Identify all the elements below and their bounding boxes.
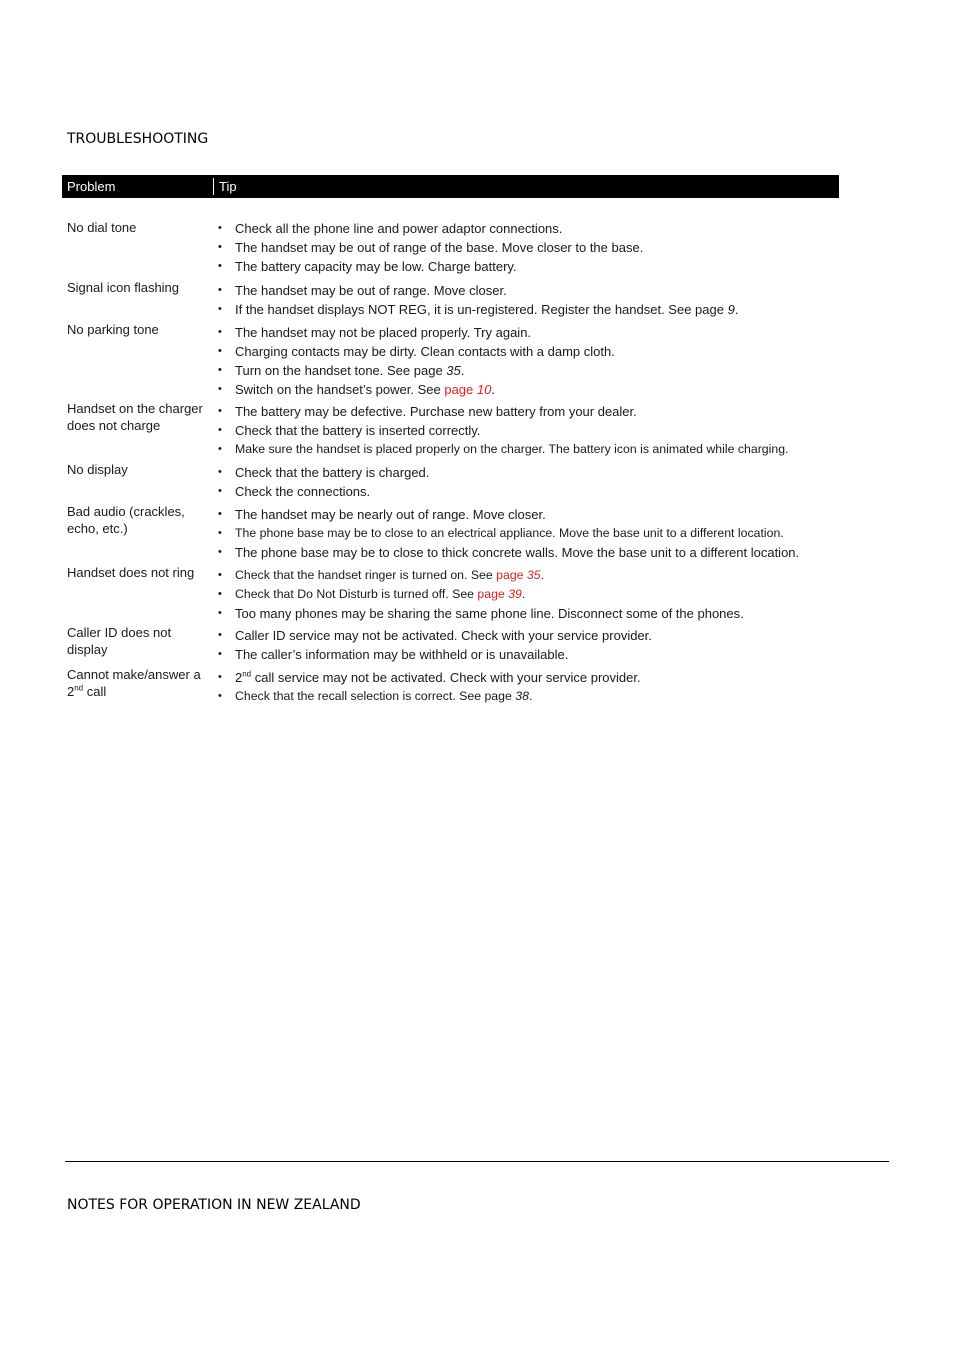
list-item: • Caller ID service may not be activated. Check with your service provider. <box>218 628 652 643</box>
bullet-icon: • <box>218 671 222 683</box>
tip-list <box>217 402 788 458</box>
problem-cell: Cannot make/answer a 2nd call <box>67 667 201 699</box>
bullet-icon: • <box>218 690 222 702</box>
header-problem: Problem <box>67 179 116 194</box>
bullet-icon: • <box>218 424 222 436</box>
bullet-icon: • <box>218 466 222 478</box>
page-link-number[interactable]: 35 <box>526 568 541 582</box>
bullet-icon: • <box>218 364 222 376</box>
list-item: • The handset may be out of range of the base. Move closer to the base. <box>218 240 644 255</box>
header-divider <box>213 178 214 195</box>
list-item: • Check the connections. <box>218 484 371 499</box>
page-link[interactable]: page <box>444 382 477 397</box>
list-item: • Turn on the handset tone. See page 35. <box>218 363 465 378</box>
tip-list <box>217 323 615 399</box>
list-item: • The handset may not be placed properly. Try again. <box>218 325 532 340</box>
list-item: • The phone base may be to close to an electrical appliance. Move the base unit to a different location. <box>217 524 799 543</box>
problem-cell: Handset does not ring <box>67 565 195 580</box>
tip-list <box>217 626 652 664</box>
section-divider <box>65 1161 889 1162</box>
bullet-icon: • <box>218 648 222 660</box>
list-item: • Check all the phone line and power adaptor connections. <box>218 221 563 236</box>
problem-cell: Signal icon flashing <box>67 280 180 295</box>
problem-cell: No display <box>67 462 128 477</box>
list-item: • Check that the recall selection is correct. See page 38. <box>217 687 641 706</box>
bullet-icon: • <box>218 569 222 581</box>
list-item: • Charging contacts may be dirty. Clean contacts with a damp cloth. <box>218 344 615 359</box>
header-tip: Tip <box>219 179 237 194</box>
bullet-icon: • <box>218 326 222 338</box>
list-item: • Too many phones may be sharing the same phone line. Disconnect some of the phones. <box>218 606 744 621</box>
list-item: • 2nd call service may not be activated. Check with your service provider. <box>218 669 641 685</box>
notes-title: NOTES FOR OPERATION IN NEW ZEALAND <box>67 1197 361 1213</box>
bullet-icon: • <box>218 508 222 520</box>
tip-list <box>217 566 744 623</box>
page-link[interactable]: page <box>496 568 527 582</box>
tip-list <box>217 463 429 501</box>
list-item: • The caller’s information may be withheld or is unavailable. <box>218 647 569 662</box>
bullet-icon: • <box>218 546 222 558</box>
list-item: • The phone base may be to close to thick concrete walls. Move the base unit to a different location. <box>218 545 800 560</box>
list-item: • Check that Do Not Disturb is turned off. See page 39. <box>217 585 744 604</box>
bullet-icon: • <box>218 241 222 253</box>
bullet-icon: • <box>218 485 222 497</box>
page-link[interactable]: page <box>477 587 509 601</box>
problem-cell: Handset on the charger does not charge <box>67 401 203 433</box>
bullet-icon: • <box>218 405 222 417</box>
list-item: • Switch on the handset’s power. See page 10. <box>218 382 495 397</box>
list-item: • Make sure the handset is placed properly on the charger. The battery icon is animated while charging. <box>218 442 789 456</box>
bullet-icon: • <box>218 303 222 315</box>
tip-list <box>217 668 641 706</box>
tip-list <box>217 219 643 276</box>
bullet-icon: • <box>218 260 222 272</box>
problem-cell: No dial tone <box>67 220 137 235</box>
bullet-icon: • <box>218 345 222 357</box>
problem-cell: No parking tone <box>67 322 159 337</box>
page-link-number[interactable]: 10 <box>476 382 492 397</box>
list-item: • The handset may be out of range. Move closer. <box>218 283 507 298</box>
table-header <box>62 175 839 198</box>
list-item: • If the handset displays NOT REG, it is un-registered. Register the handset. See page 9. <box>218 302 739 317</box>
list-item: • Check that the handset ringer is turned on. See page 35. <box>217 566 744 585</box>
bullet-icon: • <box>218 222 222 234</box>
list-item: • The handset may be nearly out of range. Move closer. <box>218 507 546 522</box>
bullet-icon: • <box>218 527 222 539</box>
list-item: • The battery may be defective. Purchase new battery from your dealer. <box>218 404 637 419</box>
section-title: TROUBLESHOOTING <box>67 131 209 147</box>
page-link-number[interactable]: 39 <box>508 587 522 601</box>
list-item: • Check that the battery is inserted correctly. <box>218 423 481 438</box>
list-item: • Check that the battery is charged. <box>218 465 430 480</box>
bullet-icon: • <box>218 588 222 600</box>
bullet-icon: • <box>218 284 222 296</box>
problem-cell: Bad audio (crackles, echo, etc.) <box>67 504 185 536</box>
problem-cell: Caller ID does not display <box>67 625 172 657</box>
bullet-icon: • <box>218 629 222 641</box>
list-item: • The battery capacity may be low. Charge battery. <box>218 259 517 274</box>
tip-list <box>217 281 738 319</box>
bullet-icon: • <box>218 443 222 455</box>
tip-list <box>217 505 799 562</box>
bullet-icon: • <box>218 607 222 619</box>
bullet-icon: • <box>218 383 222 395</box>
